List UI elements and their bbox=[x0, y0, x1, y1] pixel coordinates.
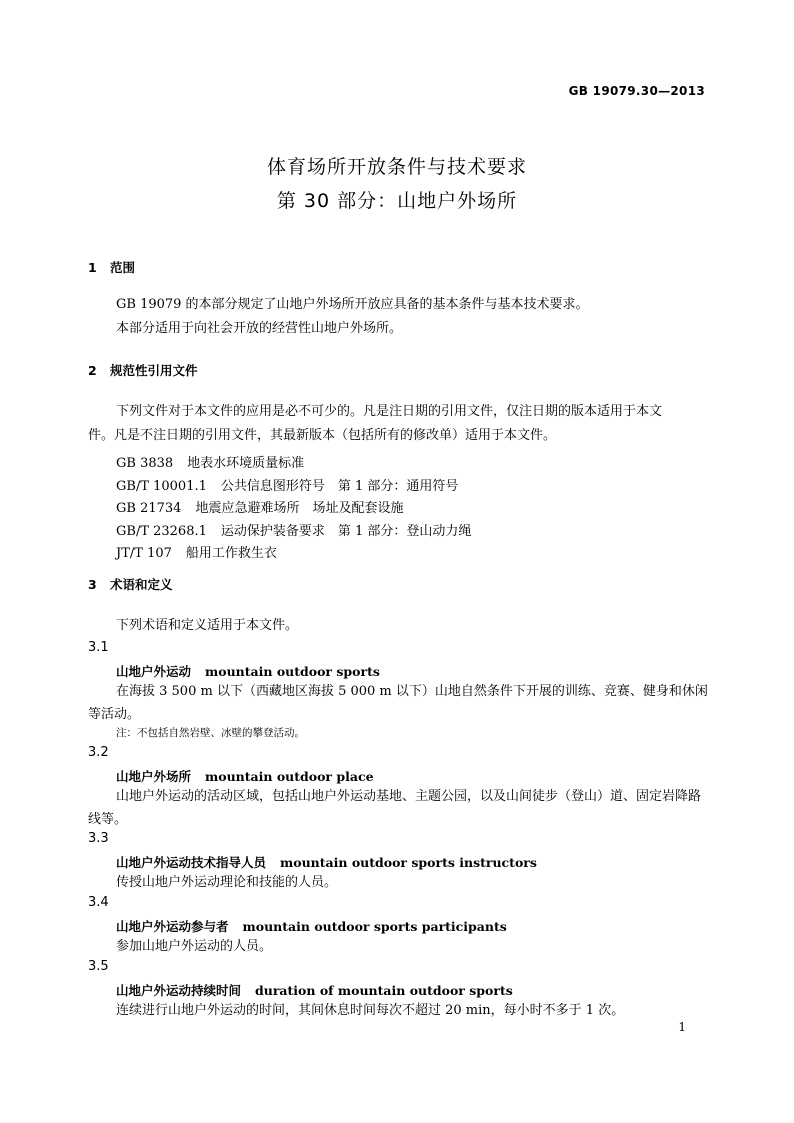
term-en: mountain outdoor place bbox=[205, 769, 374, 784]
term-heading bbox=[116, 767, 374, 785]
section-number: 1 bbox=[88, 260, 97, 275]
references-intro-line-1: 下列文件对于本文件的应用是必不可少的。凡是注日期的引用文件，仅注日期的版本适用于本文 bbox=[116, 404, 663, 419]
reference-code: GB/T 23268.1 bbox=[116, 524, 207, 539]
reference-code: GB 21734 bbox=[116, 501, 182, 516]
term-zh: 山地户外运动 bbox=[116, 664, 192, 679]
term-zh: 山地户外运动参与者 bbox=[116, 919, 229, 934]
term-heading bbox=[116, 662, 380, 680]
term-note: 注：不包括自然岩壁、冰壁的攀登活动。 bbox=[116, 727, 305, 739]
standard-number: GB 19079.30—2013 bbox=[568, 84, 705, 98]
term-zh: 山地户外运动技术指导人员 bbox=[116, 855, 267, 870]
term-zh: 山地户外场所 bbox=[116, 769, 192, 784]
section-title: 术语和定义 bbox=[110, 577, 173, 592]
scope-paragraph-1: GB 19079 的本部分规定了山地户外场所开放应具备的基本条件与基本技术要求。 bbox=[116, 297, 589, 312]
reference-code: GB/T 10001.1 bbox=[116, 479, 207, 494]
term-definition-line-1: 在海拔 3 500 m 以下（西藏地区海拔 5 000 m 以下）山地自然条件下开展的训练、竞赛、健身和休闲 bbox=[116, 684, 708, 699]
term-en: duration of mountain outdoor sports bbox=[255, 983, 513, 998]
term-definition-line-1: 传授山地户外运动理论和技能的人员。 bbox=[116, 875, 338, 890]
reference-item bbox=[116, 520, 471, 539]
reference-title: 公共信息图形符号 第 1 部分：通用符号 bbox=[220, 479, 459, 494]
reference-code: GB 3838 bbox=[116, 456, 174, 471]
reference-title: 地震应急避难场所 场址及配套设施 bbox=[195, 501, 404, 516]
term-heading bbox=[116, 981, 513, 999]
reference-item bbox=[116, 497, 403, 516]
page-number: 1 bbox=[678, 1020, 686, 1034]
term-heading bbox=[116, 917, 507, 935]
document-subtitle: 第 30 部分：山地户外场所 bbox=[276, 190, 518, 212]
section-title: 规范性引用文件 bbox=[110, 363, 198, 378]
section-number: 3 bbox=[88, 577, 97, 592]
reference-code: JT/T 107 bbox=[116, 546, 172, 561]
term-definition-line-2: 线等。 bbox=[88, 812, 128, 827]
scope-paragraph-2: 本部分适用于向社会开放的经营性山地户外场所。 bbox=[116, 321, 403, 336]
section-heading-normative-references bbox=[88, 361, 198, 379]
term-definition-line-1: 山地户外运动的活动区域，包括山地户外运动基地、主题公园，以及山间徒步（登山）道、固定岩降路 bbox=[116, 789, 702, 804]
references-intro-line-2: 件。凡是不注日期的引用文件，其最新版本（包括所有的修改单）适用于本文件。 bbox=[88, 428, 557, 443]
reference-title: 船用工作救生衣 bbox=[185, 546, 277, 561]
term-definition-line-1: 连续进行山地户外运动的时间，其间休息时间每次不超过 20 min，每小时不多于 1 次。 bbox=[116, 1003, 625, 1018]
term-definition-line-2: 等活动。 bbox=[88, 707, 141, 722]
section-title: 范围 bbox=[110, 260, 136, 275]
term-en: mountain outdoor sports participants bbox=[242, 919, 507, 934]
terms-intro: 下列术语和定义适用于本文件。 bbox=[116, 618, 299, 633]
clause-number: 3.2 bbox=[88, 745, 109, 760]
term-zh: 山地户外运动持续时间 bbox=[116, 983, 242, 998]
reference-title: 运动保护装备要求 第 1 部分：登山动力绳 bbox=[220, 524, 472, 539]
section-number: 2 bbox=[88, 363, 97, 378]
clause-number: 3.4 bbox=[88, 895, 109, 910]
clause-number: 3.3 bbox=[88, 831, 109, 846]
term-heading bbox=[116, 853, 537, 871]
document-title: 体育场所开放条件与技术要求 bbox=[266, 156, 527, 178]
reference-item bbox=[116, 475, 458, 494]
clause-number: 3.5 bbox=[88, 959, 109, 974]
reference-title: 地表水环境质量标准 bbox=[187, 456, 305, 471]
section-heading-terms-definitions bbox=[88, 575, 173, 593]
reference-item bbox=[116, 542, 277, 561]
term-en: mountain outdoor sports instructors bbox=[280, 855, 537, 870]
term-definition-line-1: 参加山地户外运动的人员。 bbox=[116, 939, 273, 954]
section-heading-scope bbox=[88, 258, 135, 276]
reference-item bbox=[116, 452, 304, 471]
term-en: mountain outdoor sports bbox=[205, 664, 380, 679]
clause-number: 3.1 bbox=[88, 640, 109, 655]
